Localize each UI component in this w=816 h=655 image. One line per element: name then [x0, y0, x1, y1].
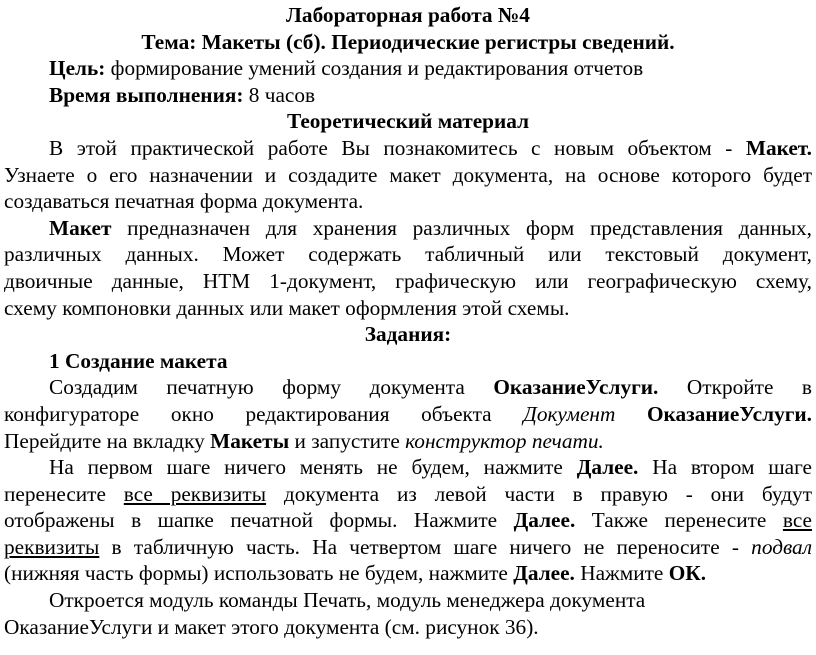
p2-line-4: схему компоновки данных или макет оформления этой схемы.	[4, 295, 570, 320]
p2-line-2: различных данных. Может содержать табличный или текстовый документ,	[4, 242, 812, 267]
p4-term-ok: ОК.	[668, 561, 707, 586]
time-text: 8 часов	[243, 82, 316, 107]
p3-text: конфигураторе окно редактирования объекта	[4, 401, 524, 426]
goal-text: формирование умений создания и редактирования отчетов	[105, 56, 644, 81]
p5-line-1: Откроется модуль команды Печать, модуль менеджера документа	[49, 588, 646, 613]
time-line	[4, 82, 812, 109]
p4-term-props: реквизиты	[4, 534, 100, 559]
p3-line-3	[4, 428, 812, 455]
p3-term-doc: ОказаниеУслуги.	[646, 401, 812, 426]
lab-topic: Тема: Макеты (сб). Периодические регистры сведений.	[141, 29, 675, 54]
p1-text: В этой практической работе Вы познакомитесь с новым объектом -	[49, 135, 746, 160]
p1-line-1	[4, 135, 812, 162]
p4-line-5	[4, 560, 812, 587]
p3-text	[615, 402, 647, 426]
p3-term-doc: ОказаниеУслуги.	[493, 375, 659, 400]
p4-term-all-props: все реквизиты	[123, 481, 267, 506]
p5-line-2: ОказаниеУслуги и макет этого документа (см. рисунок 36).	[4, 614, 539, 639]
p4-text: отображены в шапке печатной формы. Нажмите	[4, 508, 514, 533]
p4-term-footer: подвал	[751, 534, 812, 559]
p4-text: в табличную часть. На четвертом шаге ничего не переносите -	[99, 534, 752, 559]
task1-heading: 1 Создание макета	[49, 348, 228, 373]
p4-line-4	[4, 534, 812, 561]
p4-term-all: все	[782, 508, 812, 533]
p4-term-next: Далее.	[513, 508, 576, 533]
p4-line-3	[4, 507, 812, 534]
tasks-heading: Задания:	[364, 322, 452, 347]
p1-line-3: создаваться печатная форма документа.	[4, 189, 364, 214]
p3-text: Создадим печатную форму документа	[49, 375, 494, 400]
p4-text: Также перенесите	[575, 508, 783, 533]
p3-term-constructor: конструктор печати.	[405, 428, 604, 453]
p4-text: На первом шаге ничего менять не будем, нажмите	[49, 455, 577, 480]
p3-text: и запустите	[289, 428, 406, 453]
p4-term-next: Далее.	[513, 561, 575, 586]
p3-term-document: Документ	[523, 401, 616, 426]
p2-term-maket: Макет	[49, 215, 112, 240]
p4-line-1	[4, 454, 812, 481]
p4-text: перенесите	[4, 481, 124, 506]
goal-line	[4, 55, 812, 82]
p3-term-makety: Макеты	[210, 428, 290, 453]
theory-heading: Теоретический материал	[286, 109, 530, 134]
goal-label: Цель:	[49, 56, 106, 81]
p1-term-maket: Макет.	[745, 135, 812, 160]
p4-line-2	[4, 481, 812, 508]
p3-text: Перейдите на вкладку	[4, 428, 211, 453]
p1-line-2: Узнаете о его назначении и создадите макет документа, на основе которого будет	[4, 162, 812, 187]
time-label: Время выполнения:	[49, 82, 244, 107]
lab-title: Лабораторная работа №4	[286, 3, 530, 27]
p3-text: Откройте в	[658, 375, 812, 400]
p4-text: Нажмите	[574, 561, 669, 586]
p4-text: На втором шаге	[638, 455, 812, 480]
p4-text: документа из левой части в правую - они будут	[266, 481, 813, 506]
p3-line-1	[4, 374, 812, 401]
p2-line-1	[4, 215, 812, 242]
p3-line-2	[4, 401, 812, 428]
p2-line-3: двоичные данные, HTM 1-документ, графическую или географическую схему,	[4, 268, 812, 293]
p4-term-next: Далее.	[576, 455, 639, 480]
p4-text: (нижняя часть формы) использовать не будем, нажмите	[4, 561, 514, 586]
p2-text: предназначен для хранения различных форм представления данных,	[111, 215, 812, 240]
